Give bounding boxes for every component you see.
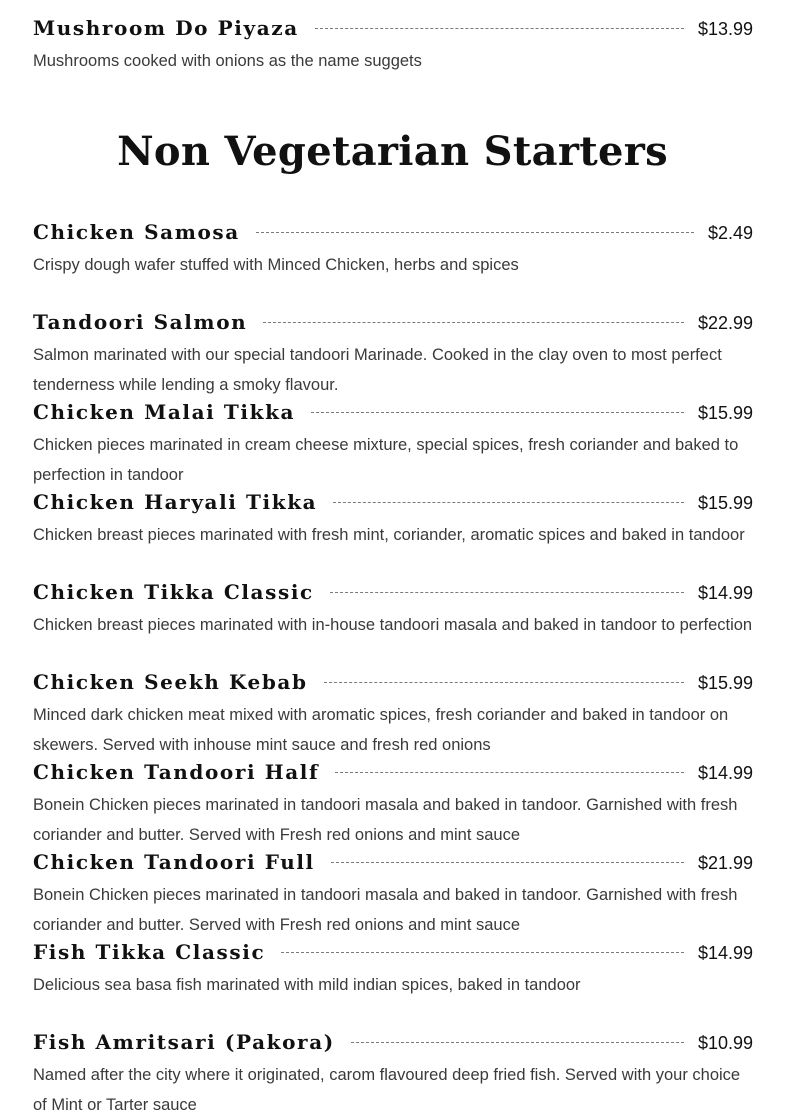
dotted-leader [333, 502, 684, 503]
menu-item-header [33, 850, 753, 880]
menu-item [33, 400, 753, 490]
dotted-leader [324, 682, 684, 683]
menu-item-header [33, 580, 753, 610]
menu-item [33, 760, 753, 850]
menu-item [33, 850, 753, 940]
menu-item-price: $14.99 [697, 763, 753, 783]
menu-item-price: $2.49 [707, 223, 753, 243]
menu-item-header [33, 310, 753, 340]
menu-item-price: $14.99 [697, 943, 753, 963]
menu-item-price: $15.99 [697, 673, 753, 693]
dotted-leader [311, 412, 684, 413]
menu-item-name: Chicken Haryali Tikka [33, 490, 318, 514]
menu-item-name: Chicken Seekh Kebab [33, 670, 308, 694]
menu-item-header [33, 1030, 753, 1060]
menu-item-name: Chicken Tandoori Full [33, 850, 315, 874]
menu-item-description: Bonein Chicken pieces marinated in tandoori masala and baked in tandoor. Garnished with fresh coriander and butter. Served with Fresh red onions and mint sauce [33, 886, 738, 934]
menu-item-price: $21.99 [697, 853, 753, 873]
menu-item-name: Mushroom Do Piyaza [33, 16, 299, 40]
dotted-leader [330, 592, 684, 593]
dotted-leader [331, 862, 684, 863]
dotted-leader [351, 1042, 684, 1043]
menu-item [33, 1030, 753, 1120]
menu-item-header [33, 400, 753, 430]
menu-item [33, 220, 753, 280]
menu-item-name: Chicken Malai Tikka [33, 400, 296, 424]
menu-item-name: Fish Tikka Classic [33, 940, 266, 964]
dotted-leader [263, 322, 684, 323]
menu-item-description: Mushrooms cooked with onions as the name suggets [33, 52, 422, 70]
menu-item-price: $22.99 [697, 313, 753, 333]
menu-item-description: Chicken breast pieces marinated with in-house tandoori masala and baked in tandoor to perfection [33, 616, 753, 634]
menu-item-name: Chicken Tandoori Half [33, 760, 320, 784]
menu-item-description: Named after the city where it originated, carom flavoured deep fried fish. Served with your choice of Mint or Tarter sauce [33, 1066, 741, 1114]
menu-item [33, 490, 753, 550]
menu-item-description: Chicken breast pieces marinated with fresh mint, coriander, aromatic spices and baked in tandoor [33, 526, 745, 544]
menu-item-header [33, 490, 753, 520]
menu-item-price: $15.99 [697, 493, 753, 513]
menu-item [33, 16, 753, 76]
menu-item [33, 670, 753, 760]
menu-item-name: Tandoori Salmon [33, 310, 248, 334]
menu-item-price: $10.99 [697, 1033, 753, 1053]
menu-item-name: Fish Amritsari (Pakora) [33, 1030, 335, 1054]
menu-item-header [33, 940, 753, 970]
menu-item-header [33, 670, 753, 700]
menu-item [33, 940, 753, 1000]
menu-item-header [33, 220, 753, 250]
dotted-leader [315, 28, 684, 29]
dotted-leader [256, 232, 694, 233]
menu-item-name: Chicken Samosa [33, 220, 240, 244]
menu-item [33, 580, 753, 640]
menu-item-description: Minced dark chicken meat mixed with aromatic spices, fresh coriander and baked in tandoor on skewers. Served with inhouse mint sauce and fresh red onions [33, 706, 729, 754]
menu-item-price: $15.99 [697, 403, 753, 423]
menu-item [33, 310, 753, 400]
dotted-leader [335, 772, 684, 773]
menu-item-description: Delicious sea basa fish marinated with mild indian spices, baked in tandoor [33, 976, 581, 994]
section-title: Non Vegetarian Starters [117, 128, 668, 175]
menu-item-description: Crispy dough wafer stuffed with Minced Chicken, herbs and spices [33, 256, 519, 274]
menu-item-price: $13.99 [697, 19, 753, 39]
menu-item-price: $14.99 [697, 583, 753, 603]
menu-item-header [33, 760, 753, 790]
dotted-leader [281, 952, 684, 953]
menu-item-description: Bonein Chicken pieces marinated in tandoori masala and baked in tandoor. Garnished with fresh coriander and butter. Served with Fresh red onions and mint sauce [33, 796, 738, 844]
menu-item-description: Chicken pieces marinated in cream cheese mixture, special spices, fresh coriander and baked to perfection in tandoor [33, 436, 739, 484]
menu-item-header [33, 16, 753, 46]
menu-item-name: Chicken Tikka Classic [33, 580, 314, 604]
menu-item-description: Salmon marinated with our special tandoori Marinade. Cooked in the clay oven to most perfect tenderness while lending a smoky flavour. [33, 346, 722, 394]
